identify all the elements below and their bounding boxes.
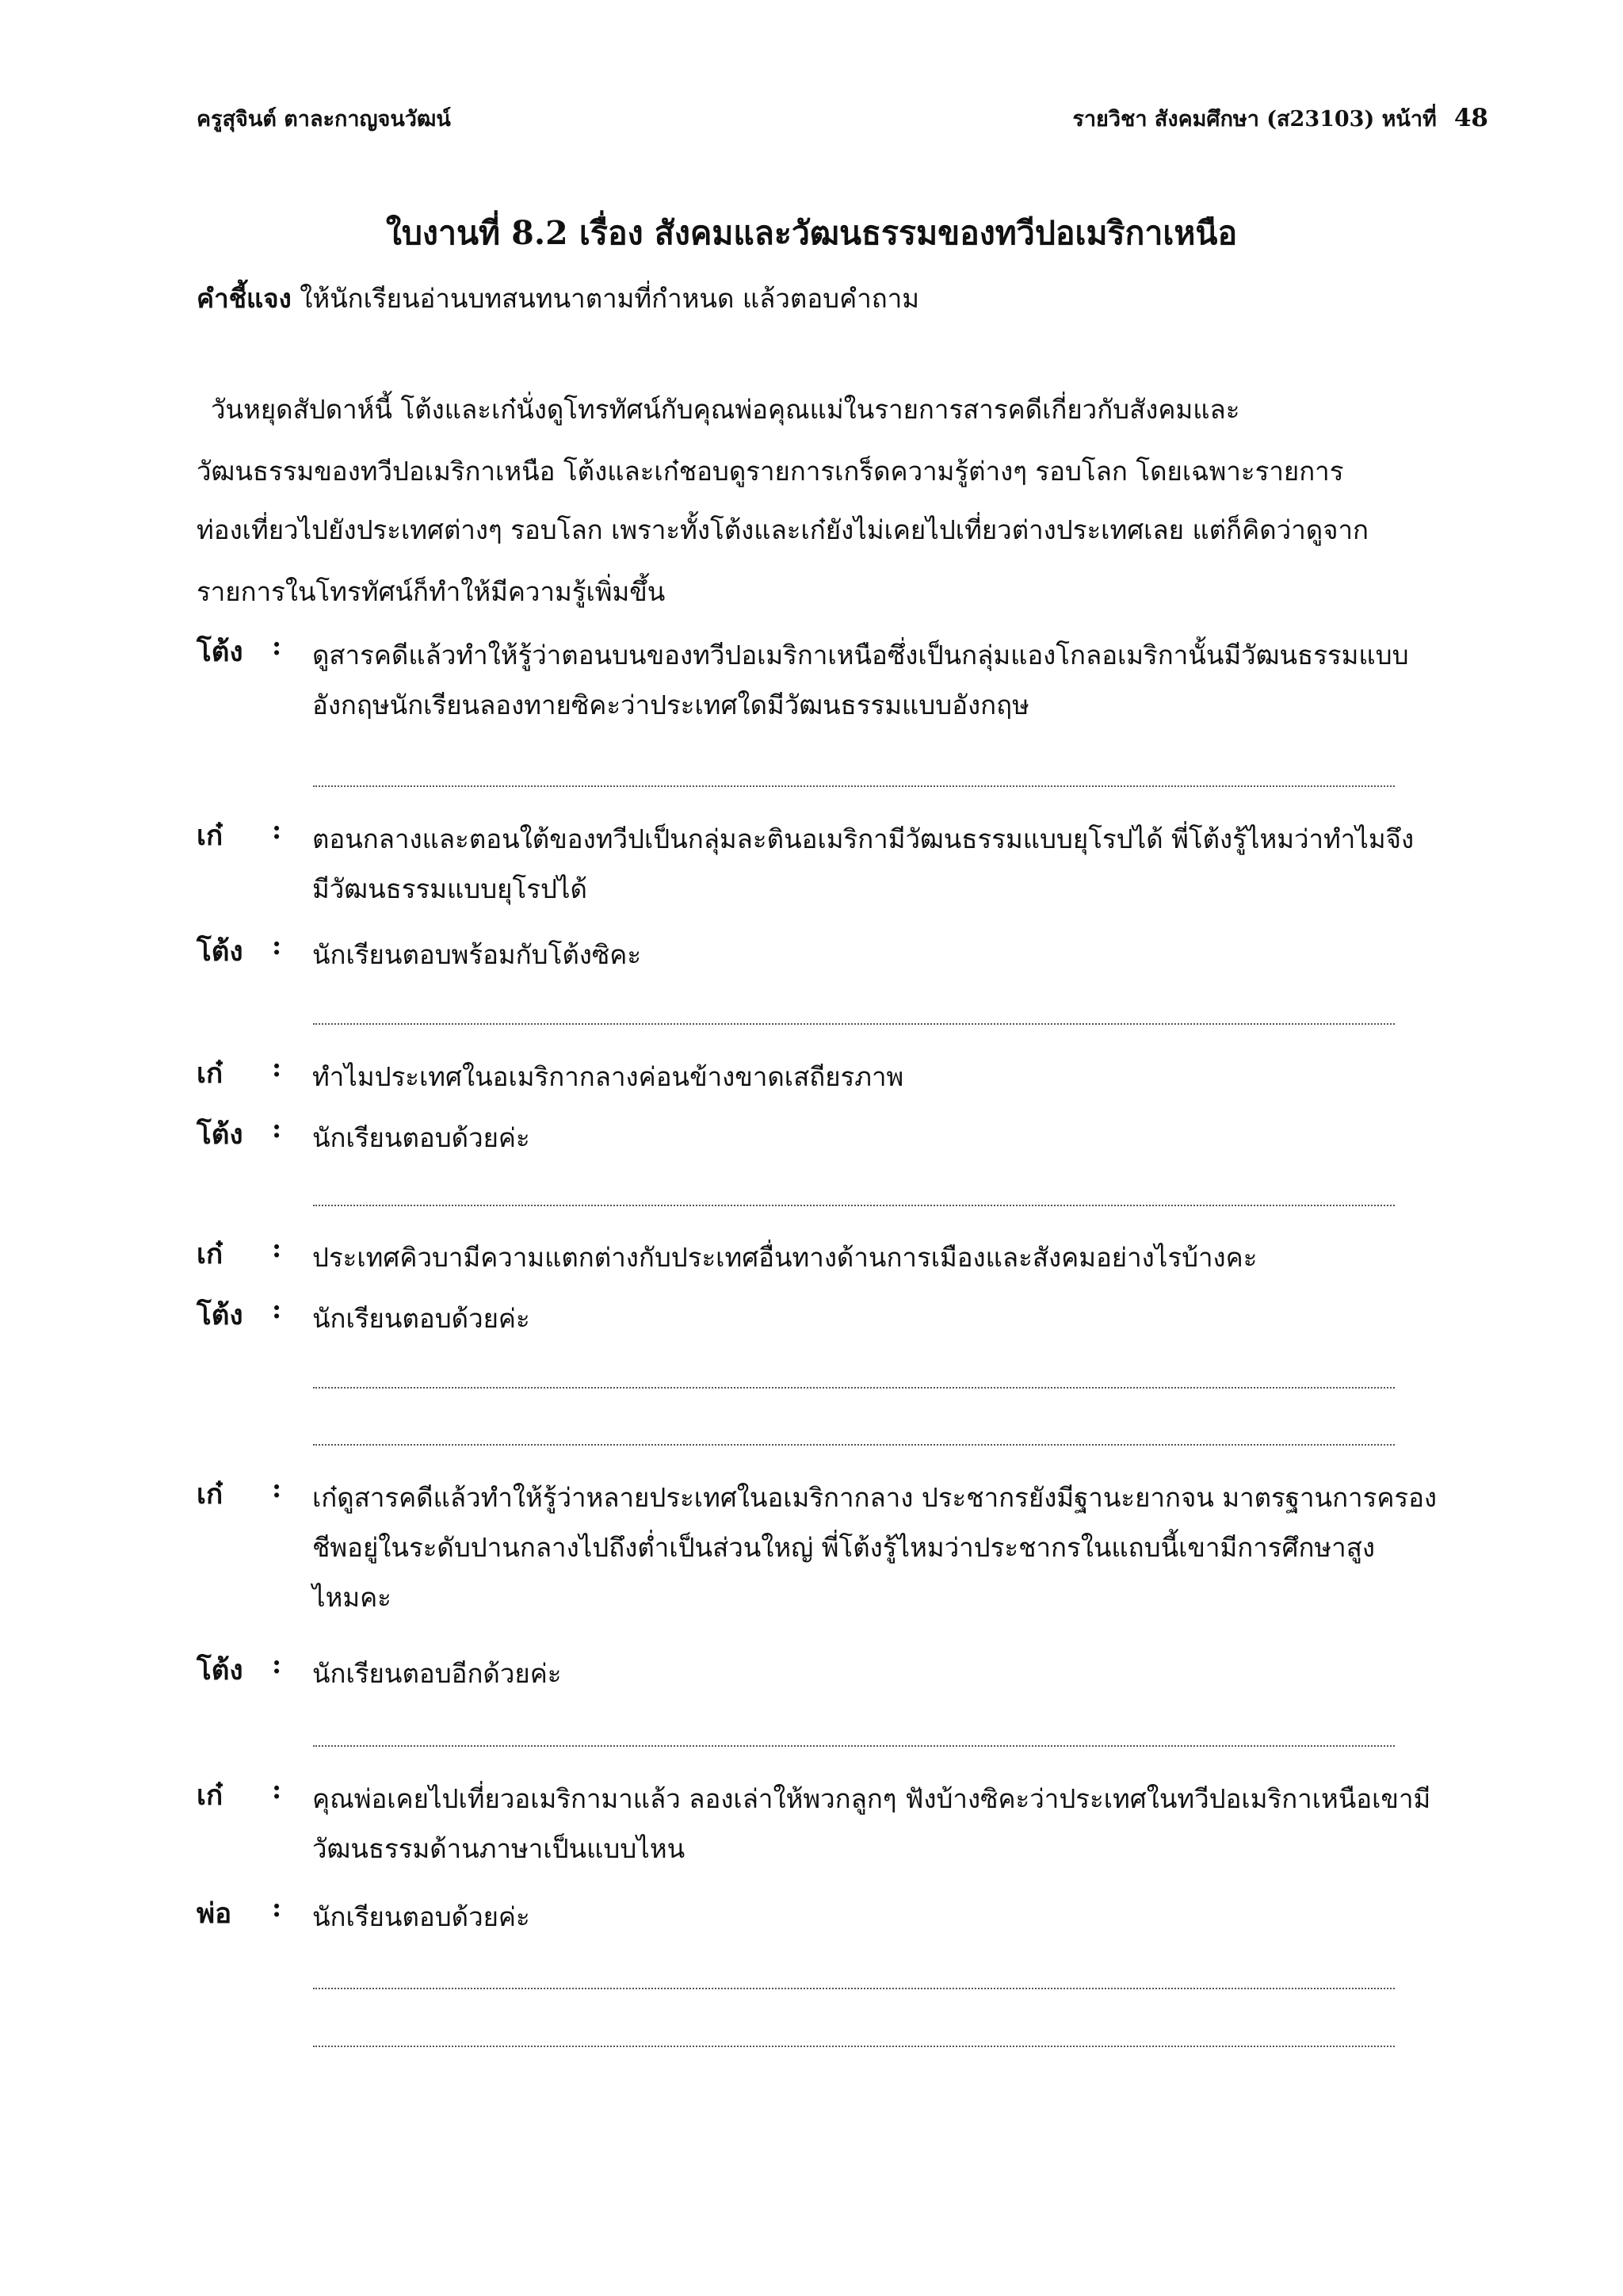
dialogue-text (312, 1293, 1623, 1343)
dialogue-text (312, 1113, 1623, 1163)
answer-line[interactable] (313, 1745, 1395, 1747)
speaker-colon: : (272, 1113, 282, 1144)
instruction-label: คำชี้แจง (197, 283, 292, 314)
speaker-name: โต้ง (197, 1299, 243, 1331)
worksheet-title: ใบงานที่ 8.2 เรื่อง สังคมและวัฒนธรรมของทวีปอเมริกาเหนือ (385, 214, 1238, 252)
speaker-name: พ่อ (197, 1897, 232, 1930)
speaker-colon: : (272, 630, 282, 661)
speaker-name: เก๋ (197, 1238, 223, 1270)
dialogue-text (312, 1052, 1623, 1102)
answer-line[interactable] (313, 1988, 1395, 1989)
answer-line[interactable] (313, 2046, 1395, 2047)
speaker-colon: : (272, 1648, 282, 1679)
speaker-colon: : (272, 1232, 282, 1263)
speaker-colon: : (272, 1774, 282, 1805)
speaker-name: โต้ง (197, 636, 243, 668)
answer-line[interactable] (313, 1205, 1395, 1206)
header-author: ครูสุจินต์ ตาละกาญจนวัฒน์ (197, 107, 451, 132)
intro-line: วันหยุดสัปดาห์นี้ โต้งและเก๋นั่งดูโทรทัศน์กับคุณพ่อคุณแม่ในรายการสารคดีเกี่ยวกับสังคมและ (211, 394, 1240, 425)
instruction-text: ให้นักเรียนอ่านบทสนทนาตามที่กำหนด แล้วตอบคำถาม (300, 283, 919, 314)
dialogue-text-line: คุณพ่อเคยไปเที่ยวอเมริกามาแล้ว ลองเล่าให้พวกลูกๆ ฟังบ้างซิคะว่าประเทศในทวีปอเมริกาเหนือเขามี (312, 1783, 1431, 1814)
dialogue-text (312, 1774, 1623, 1874)
answer-line[interactable] (313, 1387, 1395, 1389)
intro-line: รายการในโทรทัศน์ก็ทำให้มีความรู้เพิ่มขึ้น (197, 576, 666, 607)
speaker-colon: : (272, 1473, 282, 1503)
answer-line[interactable] (313, 1444, 1395, 1446)
dialogue-text-line: วัฒนธรรมด้านภาษาเป็นแบบไหน (312, 1833, 685, 1864)
dialogue-text-line: ดูสารคดีแล้วทำให้รู้ว่าตอนบนของทวีปอเมริกาเหนือซึ่งเป็นกลุ่มแองโกลอเมริกานั้นมีวัฒนธรรมแบบ (312, 640, 1409, 670)
dialogue-text-line: ชีพอยู่ในระดับปานกลางไปถึงต่ำเป็นส่วนใหญ่ พี่โต้งรู้ไหมว่าประชากรในแถบนี้เขามีการศึกษาสูง (312, 1532, 1375, 1563)
dialogue-text-line: ประเทศคิวบามีความแตกต่างกับประเทศอื่นทางด้านการเมืองและสังคมอย่างไรบ้างคะ (312, 1242, 1258, 1273)
speaker-colon: : (272, 1293, 282, 1324)
dialogue-text-line: เก๋ดูสารคดีแล้วทำให้รู้ว่าหลายประเทศในอเมริกากลาง ประชากรยังมีฐานะยากจน มาตรฐานการครอง (312, 1482, 1438, 1513)
speaker-name: เก๋ (197, 819, 223, 852)
answer-line[interactable] (313, 1023, 1395, 1025)
dialogue-text-line: ไหมคะ (312, 1582, 391, 1613)
intro-line: วัฒนธรรมของทวีปอเมริกาเหนือ โต้งและเก๋ชอบดูรายการเกร็ดความรู้ต่างๆ รอบโลก โดยเฉพาะรายการ (197, 456, 1344, 487)
intro-line: ท่องเที่ยวไปยังประเทศต่างๆ รอบโลก เพราะทั้งโต้งและเก๋ยังไม่เคยไปเที่ยวต่างประเทศเลย แต่ก็คิดว่าดูจาก (197, 514, 1369, 545)
dialogue-text (312, 930, 1623, 980)
dialogue-text-line: นักเรียนตอบด้วยค่ะ (312, 1122, 530, 1153)
dialogue-text-line: ตอนกลางและตอนใต้ของทวีปเป็นกลุ่มละตินอเมริกามีวัฒนธรรมแบบยุโรปได้ พี่โต้งรู้ไหมว่าทำไมจึง (312, 823, 1415, 854)
dialogue-text (312, 630, 1623, 730)
speaker-colon: : (272, 1052, 282, 1083)
answer-line[interactable] (313, 785, 1395, 787)
dialogue-text (312, 1648, 1623, 1698)
speaker-colon: : (272, 1892, 282, 1923)
dialogue-text-line: ทำไมประเทศในอเมริกากลางค่อนข้างขาดเสถียรภาพ (312, 1061, 904, 1092)
speaker-name: โต้ง (197, 935, 243, 968)
header-subject-text: รายวิชา สังคมศึกษา (ส23103) หน้าที่ (1072, 107, 1437, 132)
speaker-colon: : (272, 814, 282, 845)
dialogue-text (312, 1473, 1623, 1622)
dialogue-text-line: นักเรียนตอบด้วยค่ะ (312, 1901, 530, 1932)
dialogue-text (312, 1232, 1623, 1282)
header-subject (1072, 101, 1488, 136)
speaker-name: เก๋ (197, 1057, 223, 1090)
dialogue-text (312, 814, 1623, 914)
speaker-name: โต้ง (197, 1654, 243, 1687)
speaker-name: เก๋ (197, 1779, 223, 1812)
dialogue-text-line: นักเรียนตอบพร้อมกับโต้งซิคะ (312, 939, 642, 970)
dialogue-text-line: อังกฤษนักเรียนลองทายซิคะว่าประเทศใดมีวัฒนธรรมแบบอังกฤษ (312, 690, 1029, 720)
dialogue-text-line: นักเรียนตอบอีกด้วยค่ะ (312, 1658, 562, 1689)
speaker-name: เก๋ (197, 1478, 223, 1511)
dialogue-text-line: นักเรียนตอบด้วยค่ะ (312, 1303, 530, 1334)
dialogue-text (312, 1892, 1623, 1942)
page-number: 48 (1453, 104, 1488, 132)
dialogue-text-line: มีวัฒนธรรมแบบยุโรปได้ (312, 873, 587, 904)
instruction (197, 277, 919, 319)
speaker-name: โต้ง (197, 1118, 243, 1151)
speaker-colon: : (272, 930, 282, 961)
